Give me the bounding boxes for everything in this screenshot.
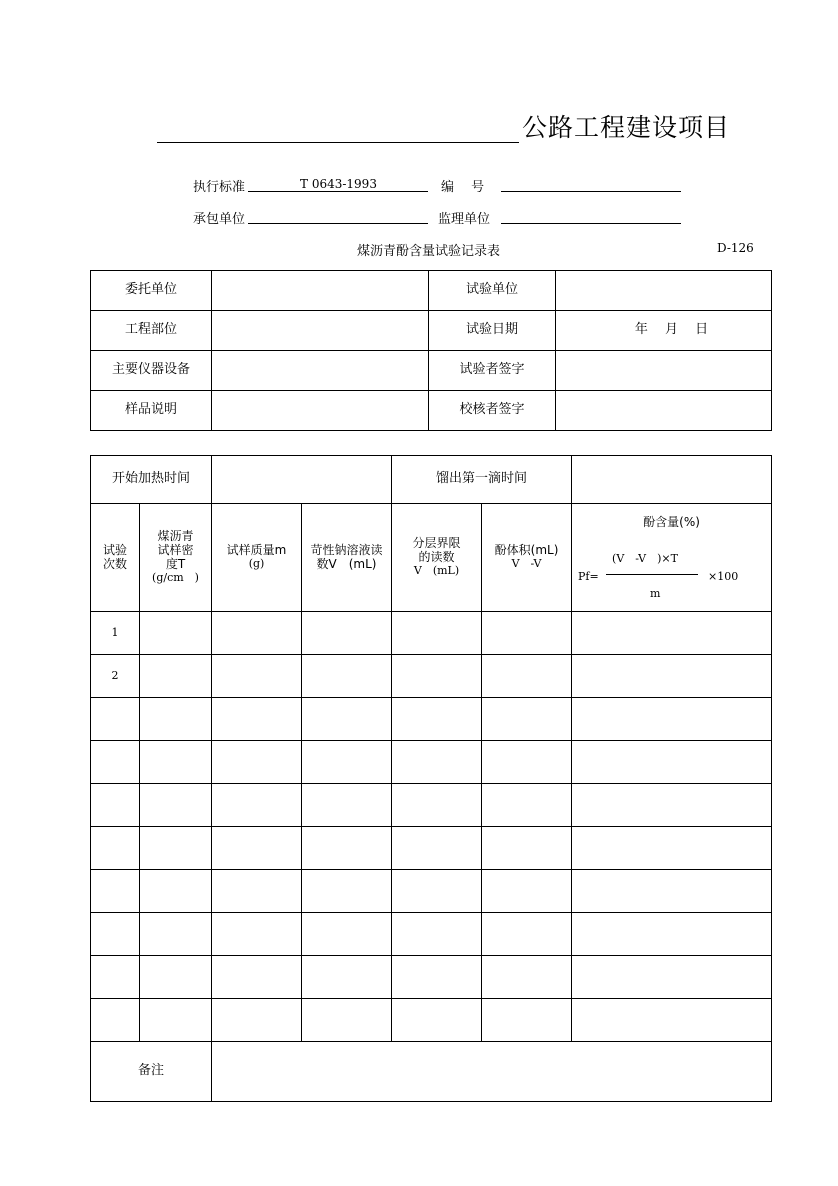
data-cell [482, 698, 572, 741]
formula-fraction-bar [606, 574, 698, 575]
data-cell [392, 612, 482, 655]
info-label: 样品说明 [91, 391, 212, 431]
heat-start-label: 开始加热时间 [91, 456, 212, 504]
table-row [91, 655, 772, 698]
data-cell [572, 698, 772, 741]
standard-line [248, 191, 428, 192]
data-cell [392, 741, 482, 784]
data-cell [212, 870, 302, 913]
data-rows [91, 612, 772, 1042]
data-cell [140, 784, 212, 827]
data-cell [302, 827, 392, 870]
row-number [91, 913, 140, 956]
contractor-line [248, 223, 428, 224]
number-label: 编 号 [441, 180, 485, 195]
info-value-cell [212, 351, 429, 391]
info-label: 校核者签字 [429, 391, 556, 431]
data-cell [212, 741, 302, 784]
heat-start-value [212, 456, 392, 504]
data-cell [392, 999, 482, 1042]
table-row [91, 827, 772, 870]
data-cell [212, 784, 302, 827]
page-title: 公路工程建设项目 [522, 113, 731, 142]
data-cell [212, 999, 302, 1042]
formula-denominator: m [650, 587, 661, 600]
data-cell [482, 612, 572, 655]
row-number [91, 956, 140, 999]
data-cell [482, 827, 572, 870]
data-cell [140, 999, 212, 1042]
formula-suffix: ×100 [708, 570, 739, 583]
row-number [91, 999, 140, 1042]
data-cell [140, 612, 212, 655]
data-cell [212, 956, 302, 999]
data-cell [302, 655, 392, 698]
info-label: 委托单位 [91, 271, 212, 311]
data-cell [572, 784, 772, 827]
table-row [91, 956, 772, 999]
data-cell [140, 698, 212, 741]
data-cell [302, 870, 392, 913]
supervisor-label: 监理单位 [438, 212, 491, 227]
remarks-label: 备注 [91, 1042, 212, 1102]
col-header-phenol-volume: 酚体积(mL) V -V [482, 504, 572, 612]
data-cell [140, 655, 212, 698]
info-value-cell [556, 351, 772, 391]
contractor-label: 承包单位 [193, 212, 246, 227]
col-header-density: 煤沥青 试样密 度T (g/cm ) [140, 504, 212, 612]
info-label: 工程部位 [91, 311, 212, 351]
info-value-cell [556, 391, 772, 431]
project-name-line [157, 142, 519, 143]
info-label: 试验者签字 [429, 351, 556, 391]
col-header-test-no: 试验 次数 [91, 504, 140, 612]
data-cell [140, 741, 212, 784]
data-cell [140, 956, 212, 999]
data-cell [482, 741, 572, 784]
remarks-value [212, 1042, 772, 1102]
data-cell [572, 741, 772, 784]
col-header-phenol-content [572, 504, 772, 612]
data-cell [482, 956, 572, 999]
number-line [501, 191, 681, 192]
data-cell [482, 999, 572, 1042]
formula-prefix: Pf= [578, 570, 599, 583]
first-drip-value [572, 456, 772, 504]
row-number: 1 [91, 612, 140, 655]
form-code: D-126 [717, 241, 754, 255]
data-cell [302, 956, 392, 999]
row-number [91, 698, 140, 741]
data-cell [302, 913, 392, 956]
table-row [91, 913, 772, 956]
data-cell [572, 612, 772, 655]
col-header-naoh-reading: 苛性钠溶液读 数V (mL) [302, 504, 392, 612]
data-cell [212, 612, 302, 655]
table-row [91, 698, 772, 741]
table-row [91, 741, 772, 784]
row-number [91, 870, 140, 913]
data-cell [572, 956, 772, 999]
col-header-mass: 试样质量m (g) [212, 504, 302, 612]
table-row [91, 999, 772, 1042]
data-cell [140, 870, 212, 913]
data-cell [392, 784, 482, 827]
info-label: 试验日期 [429, 311, 556, 351]
data-cell [392, 698, 482, 741]
data-cell [212, 655, 302, 698]
info-label: 试验单位 [429, 271, 556, 311]
formula-title: 酚含量(%) [643, 515, 700, 529]
first-drip-label: 馏出第一滴时间 [392, 456, 572, 504]
data-cell [302, 999, 392, 1042]
table-row [91, 612, 772, 655]
info-value-cell [556, 271, 772, 311]
data-cell [572, 655, 772, 698]
info-value-cell [212, 391, 429, 431]
table-row [91, 870, 772, 913]
data-cell [212, 913, 302, 956]
supervisor-line [501, 223, 681, 224]
test-date-value: 年 月 日 [556, 311, 772, 351]
data-cell [140, 913, 212, 956]
data-cell [302, 784, 392, 827]
data-cell [302, 698, 392, 741]
info-table [90, 270, 772, 431]
standard-label: 执行标准 [193, 180, 246, 195]
row-number: 2 [91, 655, 140, 698]
data-cell [212, 698, 302, 741]
data-cell [302, 612, 392, 655]
row-number [91, 827, 140, 870]
info-value-cell [212, 271, 429, 311]
data-cell [482, 913, 572, 956]
data-cell [392, 913, 482, 956]
data-cell [302, 741, 392, 784]
form-title: 煤沥青酚含量试验记录表 [357, 244, 501, 259]
data-cell [572, 999, 772, 1042]
data-cell [212, 827, 302, 870]
info-label: 主要仪器设备 [91, 351, 212, 391]
table-row [91, 784, 772, 827]
standard-value: T 0643-1993 [300, 177, 377, 191]
row-number [91, 741, 140, 784]
data-cell [572, 827, 772, 870]
info-value-cell [212, 311, 429, 351]
data-cell [572, 913, 772, 956]
col-header-boundary-reading: 分层界限 的读数 V (mL) [392, 504, 482, 612]
data-cell [392, 827, 482, 870]
data-cell [482, 870, 572, 913]
data-cell [482, 655, 572, 698]
data-cell [392, 956, 482, 999]
data-cell [482, 784, 572, 827]
data-cell [140, 827, 212, 870]
data-table [90, 455, 772, 1102]
formula-numerator: (V -V )×T [612, 552, 678, 565]
row-number [91, 784, 140, 827]
data-cell [572, 870, 772, 913]
data-cell [392, 870, 482, 913]
data-cell [392, 655, 482, 698]
